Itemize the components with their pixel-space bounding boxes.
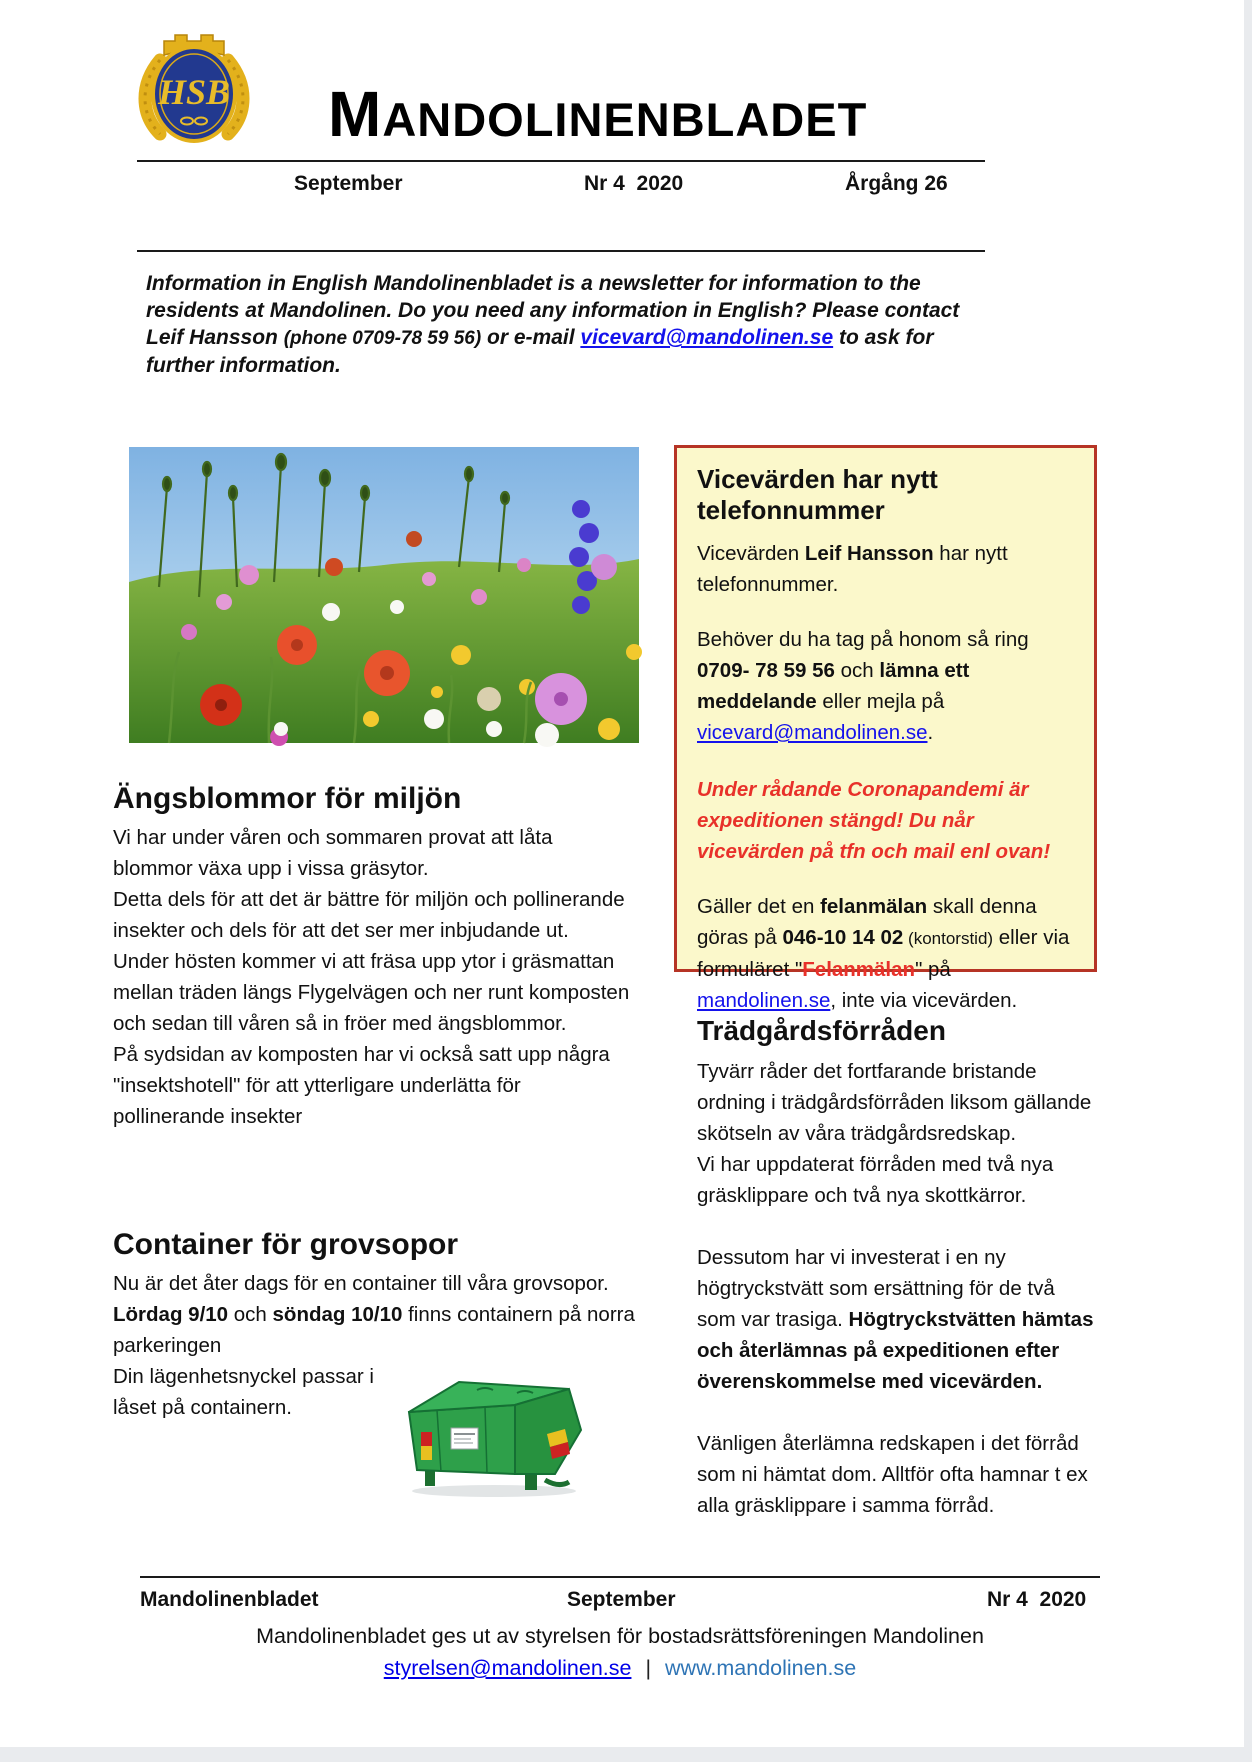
footer-issue: Nr 4 2020: [987, 1588, 1087, 1611]
notice-p2-text-4: .: [927, 721, 934, 744]
meadow-photo: [129, 447, 639, 743]
container-heading: Container för grovsopor: [113, 1228, 459, 1261]
container-date-1: Lördag 9/10: [113, 1303, 229, 1326]
container-text-3: finns containern på norra parkeringen: [113, 1303, 635, 1357]
styrelsen-email-link[interactable]: styrelsen@mandolinen.se: [383, 1656, 632, 1680]
footer-links-separator: |: [645, 1656, 652, 1680]
angsblommor-sentence: På sydsidan av komposten har vi också satt upp några "insektshotell" för att ytterligare underlätta för pollinerande insekter: [113, 1043, 610, 1128]
masthead-divider-bottom: [137, 250, 985, 252]
tradgard-p3-bold: Högtryckstvätten hämtas och återlämnas på expeditionen efter överenskommelse med vicevärden.: [697, 1308, 1094, 1393]
notice-p3-text-3: eller via formuläret ": [697, 926, 1070, 981]
english-text-3: to ask for further information.: [146, 326, 934, 377]
english-text-2: or e-mail: [481, 326, 581, 349]
title-rest: ANDOLINENBLADET: [382, 93, 868, 146]
felanmalan-form-name: Felanmälan: [802, 958, 916, 981]
masthead-divider-top: [137, 160, 985, 162]
notice-p1-text-2: har nytt telefonnummer.: [697, 542, 1008, 596]
notice-p3-text-5: , inte via vicevärden.: [830, 989, 1018, 1012]
angsblommor-heading: Ängsblommor för miljön: [113, 782, 462, 815]
newsletter-title: [328, 78, 868, 152]
vicevard-email-link[interactable]: vicevard@mandolinen.se: [580, 326, 834, 349]
vicevard-notice-box: [674, 445, 1097, 1012]
notice-p2-text-3: eller mejla på: [816, 690, 945, 713]
tradgard-paragraph-3: [697, 1428, 1099, 1521]
container-text-1: Nu är det åter dags för en container till våra grovsopor.: [113, 1272, 609, 1295]
vicevard-email-link-box[interactable]: vicevard@mandolinen.se: [697, 721, 928, 744]
footer-links-row: [140, 1656, 1100, 1681]
hsb-logo-icon: [130, 28, 258, 146]
angsblommor-sentence: Under hösten kommer vi att fräsa upp ytor i gräsmattan mellan träden längs Flygelvägen och ner runt komposten och sedan till våren så in fröer med ängsblommor.: [113, 950, 630, 1035]
english-text-1: Information in English Mandolinenbladet is a newsletter for information to the residents at Mandolinen. Do you need any information in English? Please contact Leif Hansson: [146, 272, 960, 349]
footer-divider: [140, 1576, 1100, 1578]
corona-warning-text: Under rådande Coronapandemi är expeditionen stängd! Du når vicevärden på tfn och mail enl ovan!: [697, 778, 1051, 863]
notice-heading: Vicevärden har nytt telefonnummer: [697, 464, 938, 525]
tradgard-paragraph-2: [697, 1242, 1099, 1397]
mandolinen-se-link[interactable]: mandolinen.se: [697, 989, 831, 1012]
notice-paragraph-2: [697, 624, 1074, 748]
tradgard-p1: Tyvärr råder det fortfarande bristande ordning i trädgårdsförråden liksom gällande skötseln av våra trädgårdsredskap.: [697, 1060, 1092, 1145]
notice-paragraph-3: [697, 891, 1074, 1016]
vicevard-phone: 0709- 78 59 56: [697, 659, 835, 682]
tradgard-paragraph-1: [697, 1056, 1099, 1211]
skip-container-image: [397, 1372, 587, 1500]
notice-p2-bold: lämna ett meddelande: [697, 659, 970, 713]
notice-p2-text: Behöver du ha tag på honom så ring: [697, 628, 1029, 651]
felanmalan-phone: 046-10 14 02: [782, 926, 904, 949]
svg-text:HSB: HSB: [157, 72, 231, 112]
office-hours-note: (kontorstid): [903, 929, 994, 948]
meadow-photo-image: [129, 447, 639, 743]
felanmalan-bold: felanmälan: [820, 895, 928, 918]
hsb-logo: [130, 28, 258, 146]
page-edge-right: [1244, 0, 1252, 1762]
english-phone: (phone 0709-78 59 56): [283, 328, 482, 349]
tradgard-section: [697, 1014, 1099, 1521]
tradgard-p3-text: Dessutom har vi investerat i en ny högtryckstvätt som ersättning för de två som var trasiga.: [697, 1246, 1055, 1331]
footer-name: Mandolinenbladet: [140, 1588, 319, 1611]
container-text-2: och: [228, 1303, 273, 1326]
angsblommor-text: [113, 822, 635, 1132]
tradgard-heading: Trädgårdsförråden: [697, 1015, 946, 1046]
notice-p3-text-4: " på: [915, 958, 951, 981]
angsblommor-sentence: Vi har under våren och sommaren provat att låta blommor växa upp i vissa gräsytor.: [113, 826, 553, 880]
issue-month: September: [294, 172, 403, 195]
footer-credit-line: Mandolinenbladet ges ut av styrelsen för bostadsrättsföreningen Mandolinen: [256, 1624, 984, 1648]
notice-p1-text: Vicevärden: [697, 542, 805, 565]
container-key-note: Din lägenhetsnyckel passar i låset på containern.: [113, 1365, 374, 1419]
notice-paragraph-1: [697, 538, 1074, 600]
skip-container-icon: [397, 1372, 587, 1500]
container-date-2: söndag 10/10: [272, 1303, 403, 1326]
footer-month: September: [567, 1588, 676, 1611]
notice-p2-text-2: och: [834, 659, 880, 682]
issue-number: Nr 4 2020: [584, 172, 684, 195]
page-edge-bottom: [0, 1747, 1252, 1762]
issue-volume: Årgång 26: [845, 172, 948, 195]
tradgard-p4: Vänligen återlämna redskapen i det förråd som ni hämtat dom. Alltför ofta hamnar t ex alla gräsklippare i samma förråd.: [697, 1432, 1088, 1517]
title-first-letter: M: [328, 78, 383, 150]
angsblommor-sentence: Detta dels för att det är bättre för miljön och pollinerande insekter och dels för att det ser mer inbjudande ut.: [113, 888, 625, 942]
notice-p3-text: Gäller det en: [697, 895, 821, 918]
tradgard-p2: Vi har uppdaterat förråden med två nya gräsklippare och två nya skottkärror.: [697, 1153, 1054, 1207]
english-info-paragraph: [146, 270, 986, 379]
website-link[interactable]: www.mandolinen.se: [665, 1656, 857, 1680]
vicevard-name: Leif Hansson: [804, 542, 934, 565]
notice-p3-text-2: skall denna göras på: [697, 895, 1037, 949]
